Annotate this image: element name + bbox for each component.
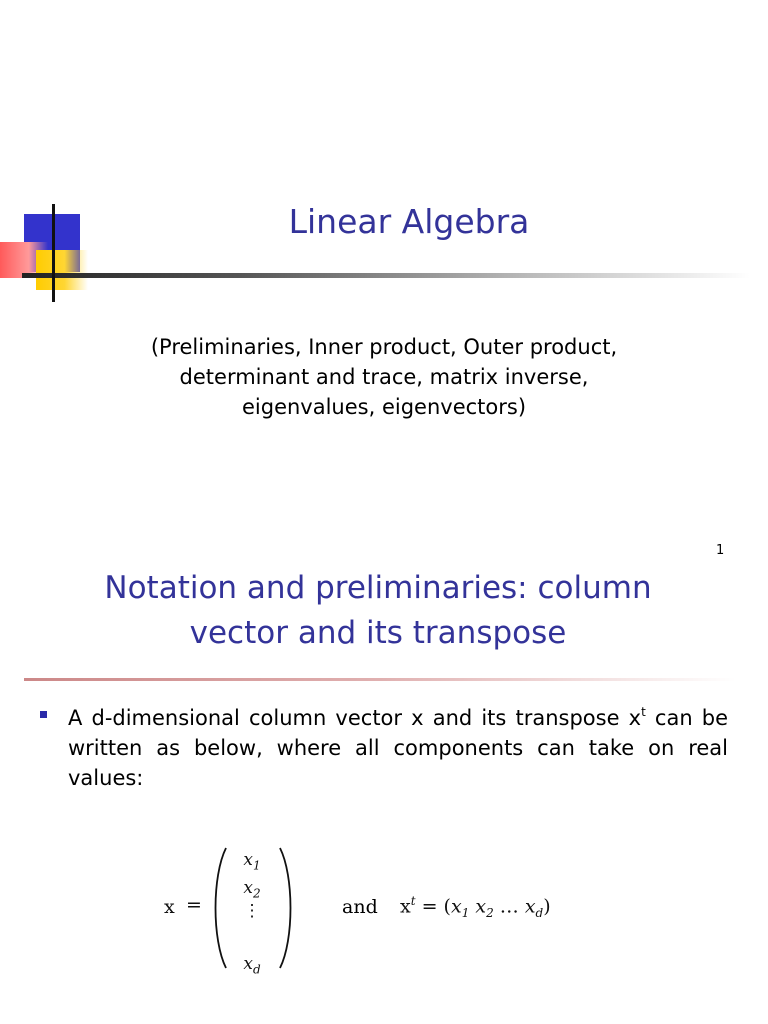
row-vector-expression: $x^t = (x_1$ $x_2$ … $x_d$) [400, 894, 551, 921]
subtitle-line: eigenvalues, eigenvectors) [241, 395, 527, 419]
column-vector-entries [234, 846, 270, 978]
left-paren-icon [216, 848, 227, 968]
column-entry: $x_d$ [243, 954, 261, 977]
column-entry: $x_1$ [243, 850, 261, 873]
slide1-title: Linear Algebra [288, 202, 530, 241]
equation-equals: = [186, 894, 202, 916]
slide2-title-line: vector and its transpose [189, 615, 567, 651]
slide2-title [40, 566, 716, 656]
column-entry: $x_2$ [243, 878, 261, 901]
bullet-text-part: can be written as below, where all components can take on real values: [68, 706, 728, 790]
slide2-divider-line [24, 678, 736, 681]
right-paren-icon [280, 848, 291, 968]
bullet-text-part: A d-dimensional column vector x and its transpose x [68, 706, 642, 730]
page-number: 1 [716, 543, 725, 558]
equation-lhs-x: x [164, 896, 175, 918]
slide1-subtitle [84, 332, 684, 422]
subtitle-line: determinant and trace, matrix inverse, [179, 365, 589, 389]
bullet-square-icon [40, 711, 47, 718]
column-vdots: ⋮ [243, 901, 261, 921]
equation-and: and [342, 896, 378, 918]
slide2-title-line: Notation and preliminaries: column [104, 570, 652, 606]
bullet-text [68, 697, 728, 793]
transpose-superscript: t [641, 705, 646, 719]
decor-yellow-square [36, 250, 88, 290]
subtitle-line: (Preliminaries, Inner product, Outer product, [150, 335, 618, 359]
title-divider-line [22, 273, 750, 278]
